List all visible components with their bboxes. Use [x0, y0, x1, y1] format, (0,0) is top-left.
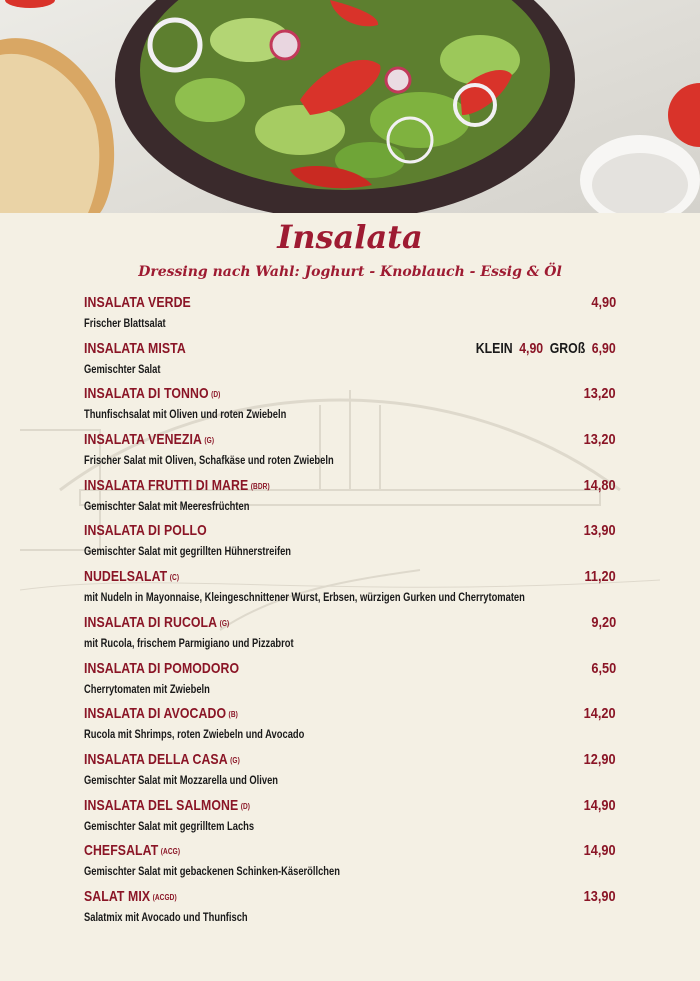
item-name: SALAT MIX (ACGD)	[84, 887, 177, 905]
item-price: 13,20	[584, 431, 616, 449]
item-description: Rucola mit Shrimps, roten Zwiebeln und Avocado	[84, 727, 305, 742]
item-name: INSALATA DEL SALMONE (D)	[84, 796, 251, 814]
dressing-subtitle: Dressing nach Wahl: Joghurt - Knoblauch - Essig & Öl	[138, 264, 562, 280]
item-price: 4,90	[591, 294, 616, 311]
item-name: NUDELSALAT (C)	[84, 568, 180, 586]
menu-item	[84, 385, 616, 431]
item-description: Salatmix mit Avocado und Thunfisch	[84, 909, 248, 924]
salad-photo	[0, 0, 700, 213]
item-name: INSALATA DI POMODORO	[84, 659, 240, 677]
item-description: Frischer Salat mit Oliven, Schafkäse und roten Zwiebeln	[84, 453, 334, 468]
item-description: Frischer Blattsalat	[84, 316, 166, 330]
allergen-code: (G)	[219, 618, 230, 628]
item-price: 14,90	[584, 842, 616, 860]
page-title: Insalata	[277, 218, 423, 256]
item-price: 14,80	[584, 476, 616, 494]
menu-item	[84, 522, 616, 568]
menu-item	[84, 340, 616, 386]
item-price: 14,90	[584, 796, 616, 814]
menu-item	[84, 477, 616, 523]
item-description: Thunfischsalat mit Oliven und roten Zwiebeln	[84, 407, 287, 422]
item-name: INSALATA VERDE	[84, 294, 191, 311]
item-name: INSALATA DI POLLO	[84, 522, 207, 540]
allergen-code: (ACGD)	[152, 892, 177, 902]
allergen-code: (ACG)	[160, 847, 181, 857]
allergen-code: (B)	[228, 710, 238, 720]
size-large-price: 6,90	[592, 339, 616, 357]
menu-item	[84, 614, 616, 660]
item-description: mit Rucola, frischem Parmigiano und Pizzabrot	[84, 635, 294, 650]
item-price: 13,20	[584, 385, 616, 403]
allergen-code: (D)	[240, 801, 251, 811]
item-price: 6,50	[591, 659, 616, 677]
size-small-price: 4,90	[519, 339, 544, 357]
item-description: mit Nudeln in Mayonnaise, Kleingeschnittener Wurst, Erbsen, würzigen Gurken und Cherrytomaten	[84, 590, 525, 605]
menu-item	[84, 797, 616, 843]
menu-item	[84, 705, 616, 751]
item-name: CHEFSALAT (ACG)	[84, 842, 181, 860]
item-name: INSALATA DI RUCOLA (G)	[84, 613, 230, 631]
menu-item	[84, 294, 616, 340]
menu-list	[84, 294, 616, 934]
size-small-label: KLEIN	[475, 339, 513, 357]
item-description: Gemischter Salat mit Meeresfrüchten	[84, 498, 250, 513]
item-description: Gemischter Salat mit gegrillten Hühnerstreifen	[84, 544, 292, 559]
item-price: 13,90	[584, 522, 616, 540]
menu-item	[84, 842, 616, 888]
menu-item	[84, 888, 616, 934]
item-name: INSALATA MISTA	[84, 339, 186, 357]
allergen-code: (D)	[211, 390, 221, 400]
item-name: INSALATA VENEZIA (G)	[84, 431, 215, 449]
item-description: Gemischter Salat mit gebackenen Schinken-Käseröllchen	[84, 864, 340, 879]
item-name: INSALATA FRUTTI DI MARE (BDR)	[84, 476, 270, 494]
item-price: 12,90	[584, 750, 616, 768]
item-price: 14,20	[584, 705, 616, 723]
allergen-code: (G)	[204, 436, 215, 446]
item-description: Gemischter Salat mit Mozzarella und Oliven	[84, 772, 279, 787]
menu-item	[84, 431, 616, 477]
menu-item	[84, 568, 616, 614]
item-price: 13,90	[584, 887, 616, 905]
item-size-prices	[476, 340, 616, 357]
item-name: INSALATA DI AVOCADO (B)	[84, 705, 238, 723]
allergen-code: (G)	[230, 755, 240, 765]
item-name: INSALATA DELLA CASA (G)	[84, 750, 240, 768]
item-price: 11,20	[584, 568, 616, 586]
item-price: 9,20	[591, 613, 616, 631]
menu-item	[84, 660, 616, 706]
allergen-code: (C)	[169, 573, 180, 583]
item-description: Gemischter Salat	[84, 361, 161, 376]
menu-item	[84, 751, 616, 797]
item-name: INSALATA DI TONNO (D)	[84, 385, 221, 403]
item-description: Gemischter Salat mit gegrilltem Lachs	[84, 818, 255, 833]
size-large-label: GROß	[549, 339, 586, 357]
item-description: Cherrytomaten mit Zwiebeln	[84, 681, 210, 696]
allergen-code: (BDR)	[250, 481, 270, 491]
